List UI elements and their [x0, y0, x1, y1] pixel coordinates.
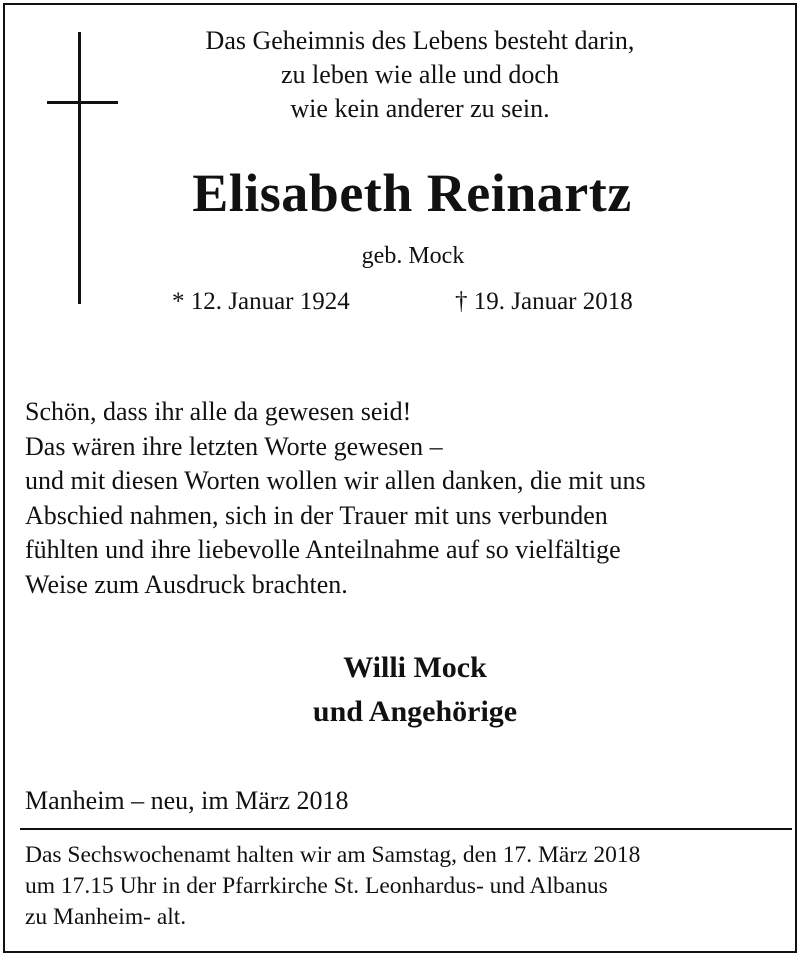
message-line: fühlten und ihre liebevolle Anteilnahme auf so vielfältige — [25, 535, 621, 564]
thank-you-message — [25, 395, 785, 602]
death-date: † 19. Januar 2018 — [455, 288, 633, 315]
notice-line: Das Sechswochenamt halten wir am Samstag, den 17. März 2018 — [25, 842, 641, 868]
message-line: und mit diesen Worten wollen wir allen danken, die mit uns — [25, 466, 646, 495]
motto-line-1: Das Geheimnis des Lebens besteht darin, — [205, 26, 635, 55]
notice-divider — [20, 828, 792, 830]
birth-date: * 12. Januar 1924 — [172, 288, 350, 315]
cross-vertical-bar — [78, 32, 81, 304]
service-notice — [25, 840, 785, 933]
message-line: Schön, dass ihr alle da gewesen seid! — [25, 397, 412, 426]
notice-line: zu Manheim- alt. — [25, 904, 187, 930]
cross-horizontal-bar — [47, 101, 118, 104]
deceased-name: Elisabeth Reinartz — [192, 163, 632, 223]
signature-relatives: und Angehörige — [312, 695, 518, 728]
motto-line-2: zu leben wie alle und doch — [281, 60, 559, 89]
message-line: Abschied nahmen, sich in der Trauer mit uns verbunden — [25, 500, 608, 530]
message-line: Das wären ihre letzten Worte gewesen – — [25, 431, 443, 461]
birth-name: geb. Mock — [361, 243, 465, 269]
motto-line-3: wie kein anderer zu sein. — [290, 94, 550, 123]
notice-line: um 17.15 Uhr in der Pfarrkirche St. Leonhardus- und Albanus — [25, 873, 608, 899]
signature-name: Willi Mock — [343, 651, 487, 684]
place-and-date: Manheim – neu, im März 2018 — [25, 786, 349, 815]
message-line: Weise zum Ausdruck brachten. — [25, 569, 348, 599]
